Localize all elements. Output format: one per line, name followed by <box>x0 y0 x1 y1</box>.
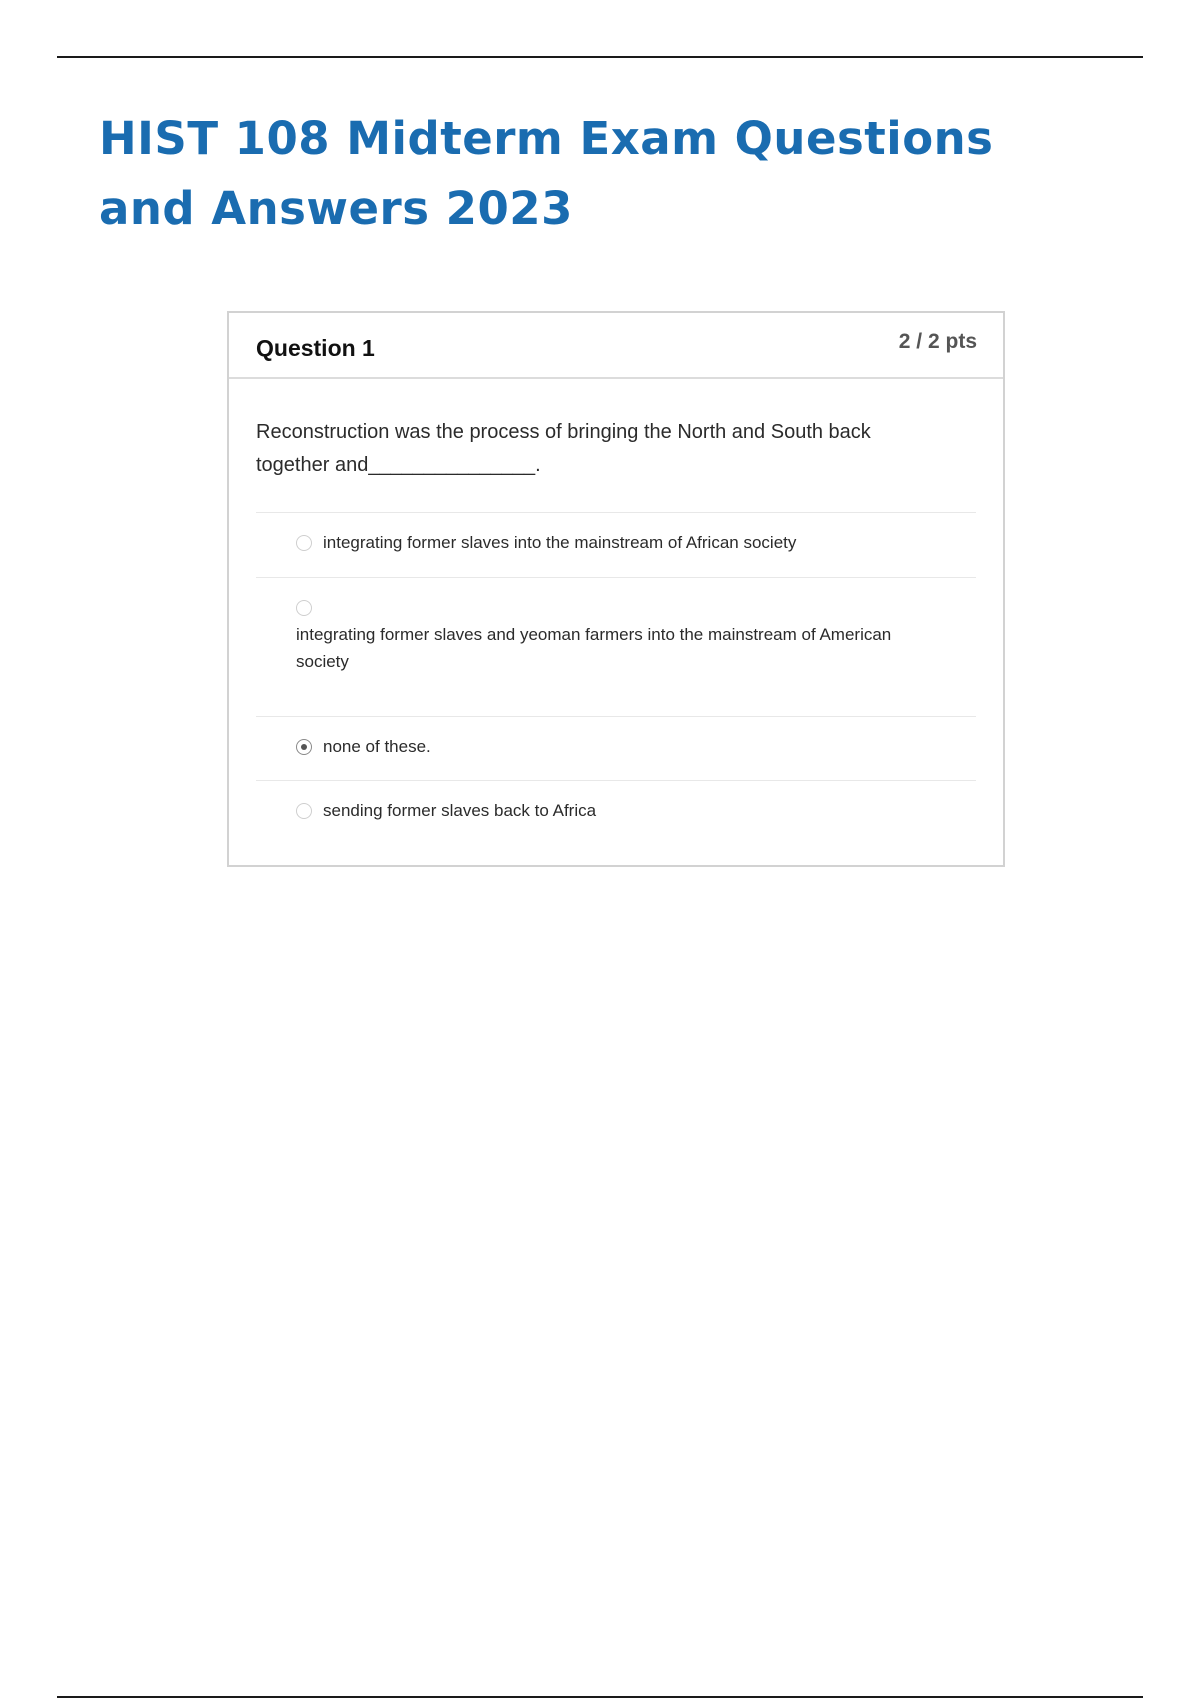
answer-label: sending former slaves back to Africa <box>323 801 597 820</box>
answer-list <box>256 512 976 844</box>
answer-label: integrating former slaves into the mainstream of African society <box>323 533 797 552</box>
radio-button[interactable] <box>296 803 312 819</box>
document-title: HIST 108 Midterm Exam Questions and Answers 2023 <box>99 112 994 235</box>
answer-label: none of these. <box>323 737 431 756</box>
top-rule <box>57 56 1143 58</box>
radio-button-checked[interactable] <box>296 739 312 755</box>
answer-option[interactable] <box>256 577 976 716</box>
question-points: 2 / 2 pts <box>898 330 977 353</box>
radio-button[interactable] <box>296 535 312 551</box>
question-label: Question 1 <box>256 335 375 361</box>
answer-label: integrating former slaves and yeoman farmers into the mainstream of American society <box>296 625 892 671</box>
question-body <box>229 379 1003 844</box>
bottom-rule <box>57 1696 1143 1698</box>
question-text: Reconstruction was the process of bringing the North and South back together and_______________. <box>256 421 871 476</box>
question-card <box>227 311 1005 867</box>
answer-option[interactable] <box>256 512 976 577</box>
answer-option-selected[interactable] <box>256 716 976 780</box>
question-header <box>229 313 1003 379</box>
answer-option[interactable] <box>256 780 976 844</box>
radio-button[interactable] <box>296 600 312 616</box>
